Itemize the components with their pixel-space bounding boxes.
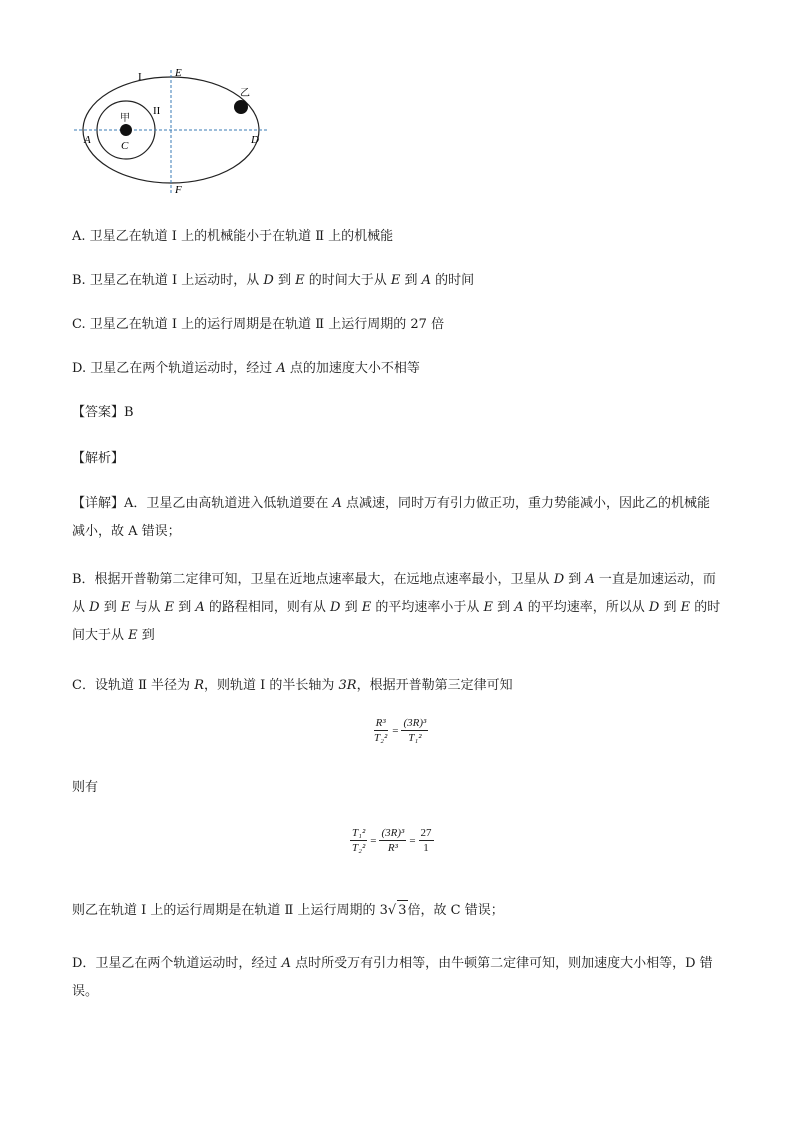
detail-a: 【详解】A．卫星乙由高轨道进入低轨道要在 A 点减速，同时万有引力做正功，重力势能减小，因此乙的机械能减小，故 A 错误； [72, 496, 711, 539]
satellite-yi [234, 100, 248, 114]
label-C: C [121, 140, 129, 152]
option-d: D. 卫星乙在两个轨道运动时，经过 A 点的加速度大小不相等 [72, 361, 420, 376]
option-c: C. 卫星乙在轨道 I 上的运行周期是在轨道 Ⅱ 上运行周期的 27 倍 [72, 317, 445, 332]
option-a: A. 卫星乙在轨道 I 上的机械能小于在轨道 Ⅱ 上的机械能 [72, 229, 394, 244]
label-yi: 乙 [240, 88, 250, 99]
answer: 【答案】B [72, 405, 134, 420]
option-b: B. 卫星乙在轨道 I 上运动时，从 D 到 E 的时间大于从 E 到 A 的时间 [72, 273, 475, 288]
label-D: D [251, 134, 259, 146]
detail-c-conclusion: 则乙在轨道 I 上的运行周期是在轨道 Ⅱ 上运行周期的 3√ 3倍，故 C 错误； [72, 900, 504, 921]
orbit-diagram [70, 58, 280, 200]
analysis-label: 【解析】 [72, 451, 125, 466]
then-label: 则有 [72, 780, 99, 795]
label-orbit2: II [153, 105, 161, 117]
label-A: A [84, 134, 91, 146]
formula-period-ratio: $\frac{\text{T₁²}}{\text{T₂²}}$ = $\frac{\text{(3R)³}}{\text{R³}}$ = $\frac{27}{1}$ [352, 827, 432, 854]
detail-c-intro: C．设轨道 Ⅱ 半径为 R，则轨道 I 的半长轴为 3R，根据开普勒第三定律可知 [72, 678, 513, 693]
label-F: F [175, 184, 182, 196]
label-E: E [175, 67, 182, 79]
label-jia: 甲 [120, 113, 130, 124]
detail-d: D．卫星乙在两个轨道运动时，经过 A 点时所受万有引力相等，由牛顿第二定律可知，则加速度大小相等，D 错误。 [72, 956, 713, 999]
planet-jia [120, 124, 132, 136]
label-orbit1: I [138, 71, 142, 83]
formula-kepler-third: $\frac{\text{R³}}{\text{T₂²}}$ = $\frac{\text{(3R)³}}{\text{T₁²}}$ [374, 717, 427, 744]
detail-b: B．根据开普勒第二定律可知，卫星在近地点速率最大，在远地点速率最小，卫星从 D 到 A 一直是加速运动，而从 D 到 E 与从 E 到 A 的路程相同，则有从 D 到 E 的平均速率小于从 E 到 A 的平均速率，所以从 D 到 E 的时间大于从 E 到 [72, 572, 721, 643]
